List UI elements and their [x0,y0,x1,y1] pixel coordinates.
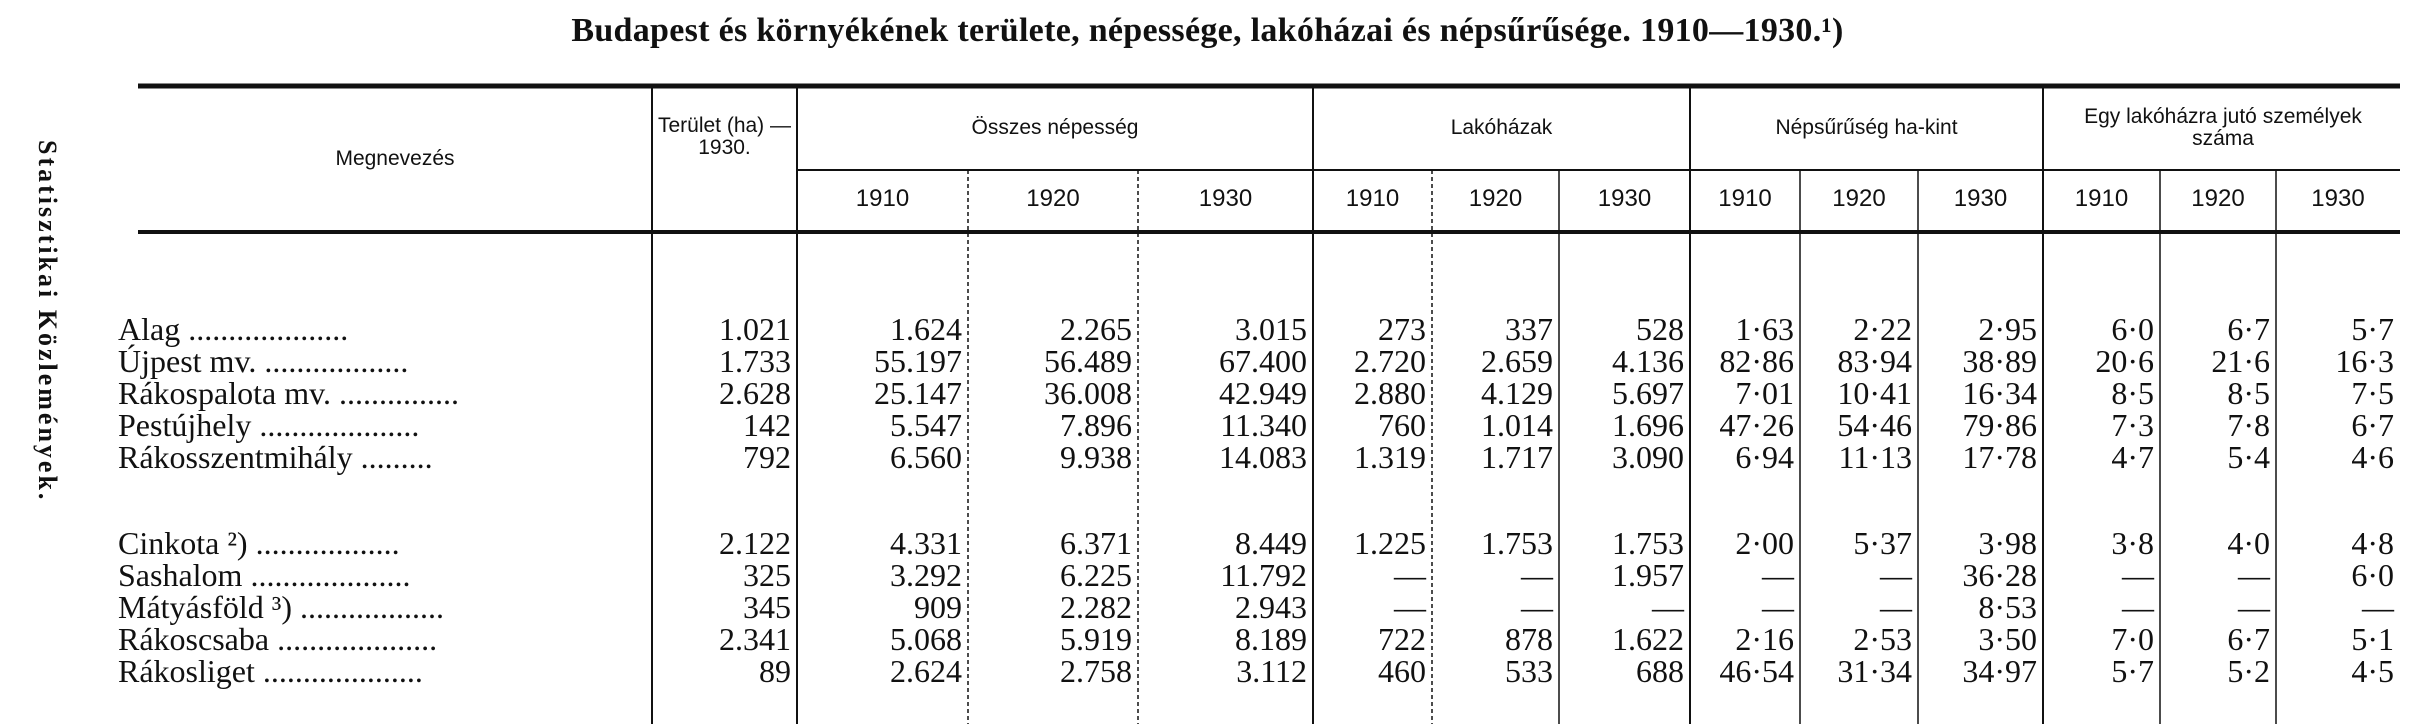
table-cell: — [2238,557,2270,593]
table-cell: 760 [1378,407,1426,443]
row-name: Pestújhely .................... [118,407,420,443]
header-per-house: Egy lakóházra jutó személyek száma [2084,105,2362,150]
table-cell: 1.021 [719,311,791,347]
header-houses: Lakóházak [1450,116,1553,139]
table-cell: — [1880,557,1912,593]
table-cell: 722 [1378,621,1426,657]
year-header: 1930 [1953,185,2008,212]
table-cell: 25.147 [874,375,962,411]
side-label-text: Statisztikai Közlemények. [33,140,62,503]
year-header: 1910 [1345,185,1400,212]
table-cell: 1.014 [1481,407,1553,443]
table-cell: 6·94 [1735,439,1794,475]
table-cell: 528 [1636,311,1684,347]
year-header: 1930 [2311,185,2365,212]
table-cell: 3.112 [1236,653,1307,689]
table-cell: 345 [743,589,791,625]
table-cell: 2.265 [1060,311,1132,347]
table-cell: 7·0 [2111,621,2154,657]
table-cell: 6·0 [2351,557,2394,593]
table-cell: 31·34 [1837,653,1912,689]
table-cell: 792 [743,439,791,475]
table-cell: 5·7 [2111,653,2154,689]
table-cell: 38·89 [1962,343,2037,379]
table-cell: — [1880,589,1912,625]
table-cell: 6.225 [1060,557,1132,593]
year-header: 1920 [1026,185,1080,212]
table-cell: 1.696 [1612,407,1684,443]
table-cell: 17·78 [1962,439,2037,475]
table-cell: 8·5 [2227,375,2270,411]
table-cell: 1·63 [1735,311,1794,347]
table-cell: 2.659 [1481,343,1553,379]
table-cell: 1.753 [1612,525,1684,561]
table-cell: 1.733 [719,343,791,379]
table-cell: 2.758 [1060,653,1132,689]
year-header: 1920 [1468,185,1523,212]
table-cell: 4·0 [2227,525,2270,561]
table-cell: 16·34 [1962,375,2037,411]
table-cell: 1.225 [1354,525,1426,561]
table-cell: 7·01 [1735,375,1794,411]
table-cell: 2.880 [1354,375,1426,411]
row-name: Rákosszentmihály ......... [118,439,433,475]
table-cell: — [1394,557,1426,593]
table-cell: 5.547 [890,407,962,443]
table-cell: 2·00 [1735,525,1794,561]
table-cell: — [1652,589,1684,625]
table-cell: 1.624 [890,311,962,347]
table-cell: 4.331 [890,525,962,561]
header-density: Népsűrűség ha-kint [1775,116,1958,139]
table-cell: 5·2 [2227,653,2270,689]
table-cell: — [1521,589,1553,625]
table-cell: 2.282 [1060,589,1132,625]
table-cell: 2.720 [1354,343,1426,379]
table-cell: 5·37 [1853,525,1912,561]
table-cell: 1.319 [1354,439,1426,475]
table-cell: 2·53 [1853,621,1912,657]
table-cell: 20·6 [2095,343,2154,379]
table-cell: 273 [1378,311,1426,347]
row-name: Alag .................... [118,311,349,347]
table-cell: — [2122,557,2154,593]
table-cell: 3.015 [1235,311,1307,347]
table-cell: 2·95 [1978,311,2037,347]
table-cell: 3·98 [1978,525,2037,561]
table-cell: 46·54 [1719,653,1794,689]
table-cell: 142 [743,407,791,443]
table-cell: — [2122,589,2154,625]
table-cell: 325 [743,557,791,593]
table-cell: 6·7 [2227,311,2270,347]
table-cell: 10·41 [1837,375,1912,411]
table-cell: 5·4 [2227,439,2270,475]
table-cell: 3·50 [1978,621,2037,657]
table-cell: 688 [1636,653,1684,689]
row-name: Rákosliget .................... [118,653,423,689]
table-cell: 4.136 [1612,343,1684,379]
table-cell: 5.697 [1612,375,1684,411]
row-name: Cinkota ²) .................. [118,525,400,561]
table-cell: 8.189 [1235,621,1307,657]
table-cell: 6·7 [2227,621,2270,657]
table-cell: 4·8 [2351,525,2394,561]
table-cell: 4.129 [1481,375,1553,411]
table-cell: 6.371 [1060,525,1132,561]
table-cell: 1.717 [1481,439,1553,475]
row-name: Rákospalota mv. ............... [118,375,459,411]
table-cell: 8·5 [2111,375,2154,411]
year-header: 1920 [1832,185,1886,212]
table-cell: 4·5 [2351,653,2394,689]
table-cell: 2·22 [1853,311,1912,347]
table-cell: 34·97 [1962,653,2037,689]
table-cell: 3.090 [1612,439,1684,475]
table-cell: — [1521,557,1553,593]
table-cell: 2·16 [1735,621,1794,657]
table-cell: 8.449 [1235,525,1307,561]
table-cell: 56.489 [1044,343,1132,379]
table-cell: 14.083 [1219,439,1307,475]
table-cell: 11.340 [1220,407,1307,443]
table-cell: 7·8 [2227,407,2270,443]
table-cell: — [2238,589,2270,625]
row-name: Rákoscsaba .................... [118,621,438,657]
table-cell: 6.560 [890,439,962,475]
table-cell: 4·6 [2351,439,2394,475]
table-cell: 2.624 [890,653,962,689]
table-cell: 5·1 [2351,621,2394,657]
year-header: 1910 [2074,185,2129,212]
table-cell: — [1394,589,1426,625]
table-cell: 82·86 [1719,343,1794,379]
table-cell: 1.957 [1612,557,1684,593]
table-cell: 337 [1505,311,1553,347]
table-cell: 2.341 [719,621,791,657]
table-cell: 3·8 [2111,525,2154,561]
year-header: 1930 [1198,185,1253,212]
table-cell: 460 [1378,653,1426,689]
header-area: Terület (ha) — 1930. [657,114,792,159]
table-cell: 7·5 [2351,375,2394,411]
table-cell: 1.622 [1612,621,1684,657]
table-cell: 16·3 [2335,343,2394,379]
table-cell: 47·26 [1719,407,1794,443]
row-name: Mátyásföld ³) .................. [118,589,444,625]
table-cell: 67.400 [1219,343,1307,379]
header-population: Összes népesség [971,116,1139,139]
table-cell: 2.122 [719,525,791,561]
table-cell: 6·0 [2111,311,2154,347]
table-cell: 11.792 [1220,557,1307,593]
year-header: 1910 [855,185,910,212]
table-cell: 2.628 [719,375,791,411]
table-cell: 79·86 [1962,407,2037,443]
table-cell: 6·7 [2351,407,2394,443]
table-cell: 1.753 [1481,525,1553,561]
table-cell: 42.949 [1219,375,1307,411]
table-cell: 5·7 [2351,311,2394,347]
table-cell: 3.292 [890,557,962,593]
year-header: 1920 [2191,185,2245,212]
row-name: Sashalom .................... [118,557,411,593]
table-cell: 878 [1505,621,1553,657]
table-cell: 11·13 [1838,439,1912,475]
table-cell: 7·3 [2111,407,2154,443]
header-name: Megnevezés [335,147,455,170]
table-cell: 4·7 [2111,439,2154,475]
table-cell: 909 [914,589,962,625]
year-header: 1910 [1718,185,1772,212]
table-cell: — [2362,589,2394,625]
table-cell: 83·94 [1837,343,1912,379]
table-cell: 8·53 [1978,589,2037,625]
table-cell: 533 [1505,653,1553,689]
table-cell: 21·6 [2211,343,2270,379]
table-cell: 54·46 [1837,407,1912,443]
table-cell: 5.919 [1060,621,1132,657]
table-cell: 7.896 [1060,407,1132,443]
table-title: Budapest és környékének területe, népessége, lakóházai és népsűrűsége. 1910—1930.¹) [571,12,1844,49]
table-cell: 2.943 [1235,589,1307,625]
table-cell: — [1762,589,1794,625]
year-header: 1930 [1597,185,1652,212]
table-cell: 55.197 [874,343,962,379]
table-cell: — [1762,557,1794,593]
table-cell: 36.008 [1044,375,1132,411]
table-cell: 89 [759,653,791,689]
table-cell: 5.068 [890,621,962,657]
row-name: Újpest mv. .................. [118,343,409,379]
table-cell: 9.938 [1060,439,1132,475]
table-cell: 36·28 [1962,557,2037,593]
side-label [33,140,82,560]
